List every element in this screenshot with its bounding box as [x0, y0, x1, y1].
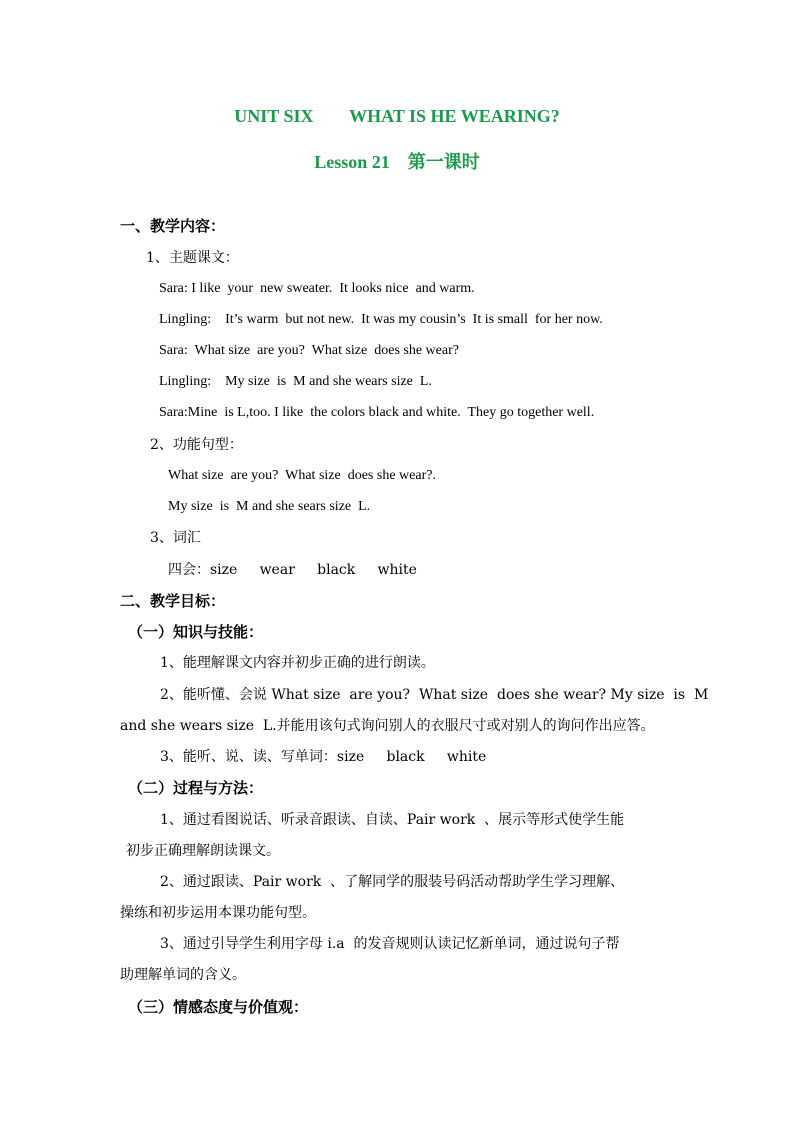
objective-item-continued: 助理解单词的含义。 [120, 967, 246, 983]
part-1-heading: （一）知识与技能： [128, 623, 264, 641]
objective-item: 3、通过引导学生利用字母 i.a 的发音规则认读记忆新单词，通过说句子帮 [160, 936, 620, 952]
dialogue-line: Sara: I like your new sweater. It looks nice and warm. [159, 281, 475, 296]
subsection-3-label: 3、词汇 [150, 530, 201, 546]
objective-item-continued: and she wears size L.并能用该句式询问别人的衣服尺寸或对别人的询问作出应答。 [120, 718, 655, 734]
part-2-heading: （二）过程与方法： [128, 779, 264, 797]
pattern-line: What size are you? What size does she wear?. [168, 468, 436, 483]
objective-item: 2、能听懂、会说 What size are you? What size does she wear? My size is M [160, 687, 709, 703]
dialogue-line: Sara:Mine is L,too. I like the colors black and white. They go together well. [159, 405, 595, 420]
objective-item-continued: 操练和初步运用本课功能句型。 [120, 905, 316, 921]
pattern-line: My size is M and she sears size L. [168, 499, 371, 514]
objective-item: 1、能理解课文内容并初步正确的进行朗读。 [160, 655, 435, 671]
section-2-heading: 二、教学目标： [120, 592, 226, 610]
subsection-2-label: 2、功能句型： [150, 437, 243, 453]
dialogue-line: Sara: What size are you? What size does she wear? [159, 343, 459, 358]
objective-item: 1、通过看图说话、听录音跟读、自读、Pair work 、展示等形式使学生能 [160, 812, 625, 828]
subsection-1-label: 1、主题课文： [146, 250, 239, 266]
vocab-line: 四会：size wear black white [168, 562, 417, 578]
unit-title: UNIT SIX WHAT IS HE WEARING? [234, 106, 560, 126]
objective-item: 3、能听、说、读、写单词：size black white [160, 749, 487, 765]
dialogue-line: Lingling: It’s warm but not new. It was my cousin’s It is small for her now. [159, 312, 603, 327]
part-3-heading: （三）情感态度与价值观： [128, 998, 309, 1016]
section-1-heading: 一、教学内容： [120, 217, 226, 235]
lesson-title: Lesson 21 第一课时 [314, 152, 480, 172]
dialogue-line: Lingling: My size is M and she wears size L. [159, 374, 432, 389]
objective-item-continued: 初步正确理解朗读课文。 [126, 843, 280, 859]
objective-item: 2、通过跟读、Pair work 、了解同学的服装号码活动帮助学生学习理解、 [160, 874, 625, 890]
